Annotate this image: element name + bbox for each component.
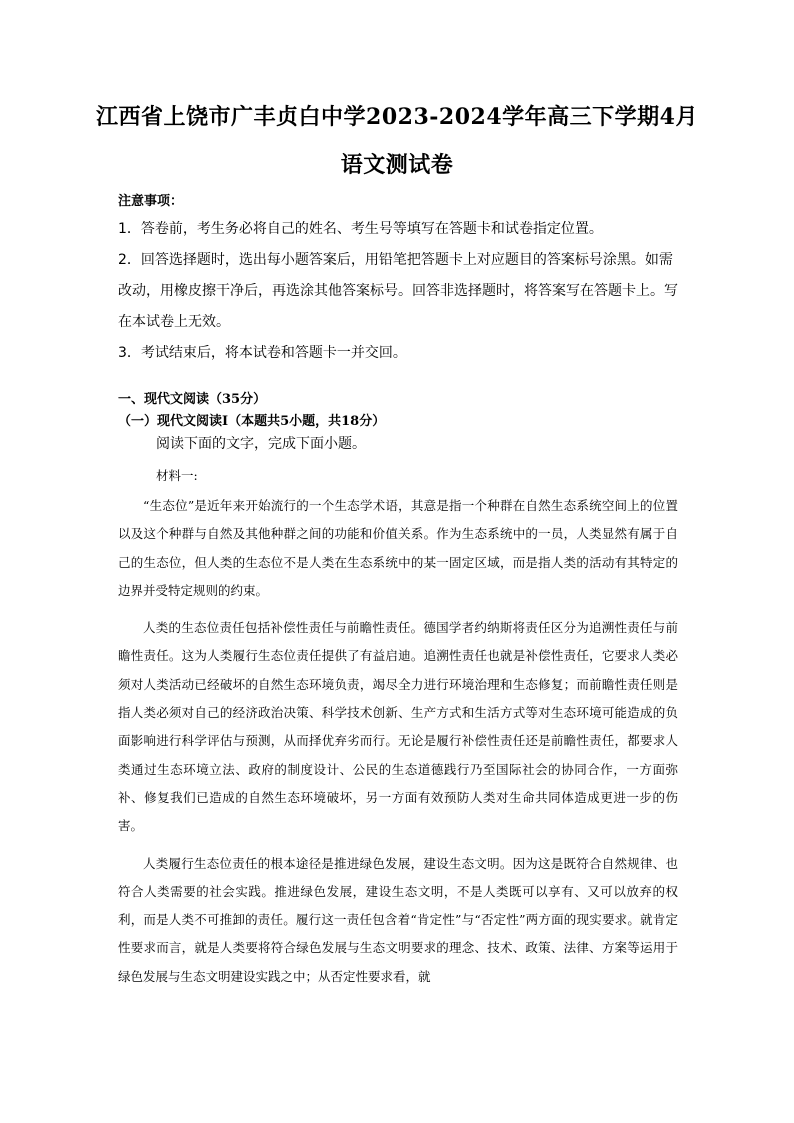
notes-list: [118, 214, 678, 369]
exam-title-line1: 江西省上饶市广丰贞白中学2023-2024学年高三下学期4月: [96, 104, 698, 130]
note-item: 3．考试结束后，将本试卷和答题卡一并交回。: [118, 345, 407, 361]
exam-title-line2: 语文测试卷: [340, 152, 454, 178]
note-item: 1．答卷前，考生务必将自己的姓名、考生号等填写在答题卡和试卷指定位置。: [118, 221, 603, 237]
passage-paragraph: 人类的生态位责任包括补偿性责任与前瞻性责任。德国学者约纳斯将责任区分为追溯性责任与前瞻性责任。这为人类履行生态位责任提供了有益启迪。追溯性责任也就是补偿性责任，它要求人类必须对人类活动已经破坏的自然生态环境负责，竭尽全力进行环境治理和生态修复；而前瞻性责任则是指人类必须对自己的经济政治决策、科学技术创新、生产方式和生活方式等对生态环境可能造成的负面影响进行科学评估与预测，从而择优弃劣而行。无论是履行补偿性责任还是前瞻性责任，都要求人类通过生态环境立法、政府的制度设计、公民的生态道德践行乃至国际社会的协同合作，一方面弥补、修复我们已造成的自然生态环境破坏，另一方面有效预防人类对生命共同体造成更进一步的伤害。: [118, 620, 678, 834]
passage-paragraph: “生态位”是近年来开始流行的一个生态学术语，其意是指一个种群在自然生态系统空间上的位置以及这个种群与自然及其他种群之间的功能和价值关系。作为生态系统中的一员，人类显然有属于自己的生态位，但人类的生态位不是人类在生态系统中的某一固定区域，而是指人类的活动有其特定的边界并受特定规则的约束。: [118, 498, 678, 598]
notes-heading: 注意事项：: [118, 194, 184, 209]
section-heading: 一、现代文阅读（35分）: [118, 392, 267, 407]
passage-paragraph: 人类履行生态位责任的根本途径是推进绿色发展，建设生态文明。因为这是既符合自然规律、也符合人类需要的社会实践。推进绿色发展，建设生态文明，不是人类既可以享有、又可以放弃的权利，而是人类不可推卸的责任。履行这一责任包含着“肯定性”与“否定性”两方面的现实要求。就肯定性要求而言，就是人类要将符合绿色发展与生态文明要求的理念、技术、政策、法律、方案等运用于绿色发展与生态文明建设实践之中；从否定性要求看，就: [118, 855, 678, 984]
subsection-heading: （一）现代文阅读Ⅰ（本题共5小题，共18分）: [118, 414, 386, 429]
note-item: 2．回答选择题时，选出每小题答案后，用铅笔把答题卡上对应题目的答案标号涂黑。如需改动，用橡皮擦干净后，再选涂其他答案标号。回答非选择题时，将答案写在答题卡上。写在本试卷上无效。: [118, 252, 678, 330]
reading-instruction: 阅读下面的文字，完成下面小题。: [156, 436, 366, 452]
passage-body: [118, 492, 678, 1000]
material-label: 材料一:: [156, 468, 198, 483]
